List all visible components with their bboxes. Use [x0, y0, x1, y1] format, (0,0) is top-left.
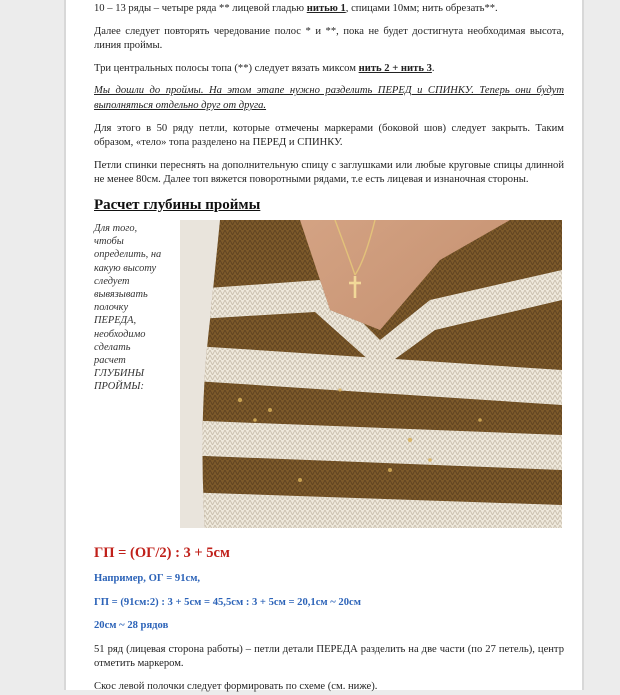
text: 10 – 13 ряды – четыре ряда ** лицевой гладью — [94, 3, 307, 14]
side-note-line: ПЕРЕДА, — [94, 315, 137, 327]
text: , спицами 10мм; нить обрезать**. — [345, 3, 498, 14]
rows-line: 20см ~ 28 рядов — [94, 620, 169, 632]
page-content — [94, 2, 564, 695]
side-note-line: ПРОЙМЫ: — [94, 381, 144, 393]
document-page — [66, 0, 582, 690]
photo-section — [94, 220, 564, 532]
example-line: Например, ОГ = 91см, — [94, 572, 201, 584]
page-edge-right — [582, 0, 584, 690]
side-note-line: вывязывать — [94, 288, 148, 300]
knitted-top-photo — [180, 220, 562, 528]
side-note-line: ГЛУБИНЫ — [94, 368, 144, 380]
paragraph-row-50: Для этого в 50 ряду петли, которые отмечены маркерами (боковой шов) следует закрыть. Таким образом, «тело» топа разделено на ПЕРЕД и СПИНКУ. — [94, 122, 564, 149]
paragraph-mix — [94, 62, 564, 77]
text: . — [431, 62, 435, 74]
paragraph-armhole-note: Мы дошли до проймы. На этом этапе нужно разделить ПЕРЕД и СПИНКУ. Теперь они будут выполняться отдельно друг от друга. — [94, 85, 564, 111]
section-heading: Расчет глубины проймы — [94, 196, 261, 213]
side-note-line: следует — [94, 275, 130, 287]
armhole-formula: ГП = (ОГ/2) : 3 + 5см — [94, 544, 230, 561]
bold-yarn-mix: нить 2 + нить 3 — [358, 62, 432, 74]
paragraph-back-stitches: Петли спинки переснять на дополнительную спицу с заглушками или любые круговые спицы длинной не менее 80см. Далее топ вяжется поворотными рядами, т.е есть лицевая и изнаночная стороны. — [94, 159, 564, 186]
text: Три центральных полосы топа (**) следует вязать миксом — [94, 62, 359, 74]
side-note-line: полочку — [94, 302, 129, 314]
calculation-line: ГП = (91см:2) : 3 + 5см = 45,5см : 3 + 5см = 20,1см ~ 20см — [94, 596, 361, 608]
side-note — [94, 222, 178, 394]
side-note-line: сделать — [94, 341, 131, 353]
side-note-line: Для того, — [94, 222, 138, 234]
side-note-line: расчет — [94, 354, 126, 366]
photo-illustration — [180, 220, 562, 528]
paragraph-left-slope: Скос левой полочки следует формировать по схеме (см. ниже). — [94, 680, 378, 692]
side-note-line: определить, на — [94, 249, 162, 261]
side-note-line: необходимо — [94, 328, 146, 340]
paragraph-rows-10-13 — [94, 2, 564, 17]
bold-yarn-label: нитью 1 — [306, 3, 346, 14]
side-note-line: чтобы — [94, 236, 124, 248]
side-note-line: какую высоту — [94, 262, 157, 274]
paragraph-repeat: Далее следует повторять чередование полос * и **, пока не будет достигнута необходимая высота, линия проймы. — [94, 25, 564, 52]
paragraph-row-51: 51 ряд (лицевая сторона работы) – петли детали ПЕРЕДА разделить на две части (по 27 петель), центр отметить маркером. — [94, 643, 564, 670]
